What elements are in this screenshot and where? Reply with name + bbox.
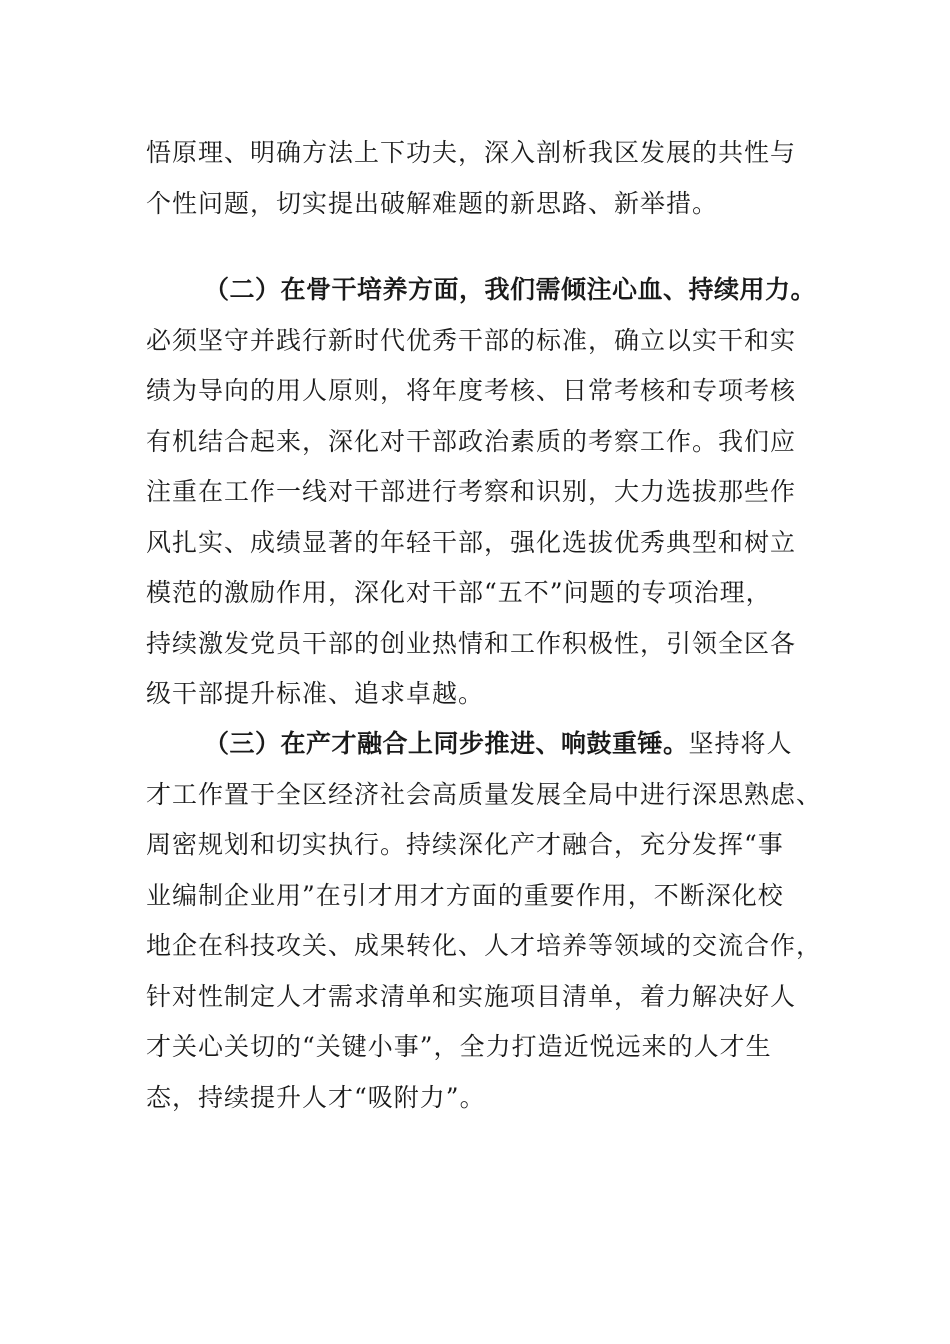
text-line: 绩为导向的用人原则，将年度考核、日常考核和专项考核 — [146, 376, 797, 405]
text-line: 态，持续提升人才“吸附力”。 — [146, 1082, 486, 1112]
text-line: 风扎实、成绩显著的年轻干部，强化选拔优秀典型和树立 — [146, 527, 797, 557]
section-heading: （二）在骨干培养方面，我们需倾注心血、持续用力。 — [204, 275, 817, 304]
section-heading: （三）在产才融合上同步推进、响鼓重锤。 — [204, 729, 689, 758]
text-line: 针对性制定人才需求清单和实施项目清单，着力解决好人 — [146, 981, 797, 1011]
text-line: 持续激发党员干部的创业热情和工作积极性，引领全区各 — [146, 628, 797, 658]
text-line: 才工作置于全区经济社会高质量发展全局中进行深思熟虑、 — [146, 779, 823, 809]
text-line: 业编制企业用”在引才用才方面的重要作用，不断深化校 — [146, 880, 784, 910]
paragraph-cadre-training — [146, 265, 817, 720]
text-line: 级干部提升标准、追求卓越。 — [146, 679, 485, 708]
text-line: 悟原理、明确方法上下功夫，深入剖析我区发展的共性与 — [146, 138, 797, 167]
paragraph-industry-talent — [146, 719, 823, 1123]
text-line: 注重在工作一线对干部进行考察和识别，大力选拔那些作 — [146, 477, 797, 506]
text-line: 周密规划和切实执行。持续深化产才融合，充分发挥“事 — [146, 830, 784, 859]
text-line: 模范的激励作用，深化对干部“五不”问题的专项治理， — [146, 578, 772, 607]
text-line: 个性问题，切实提出破解难题的新思路、新举措。 — [146, 188, 719, 218]
paragraph-continuation — [146, 128, 806, 229]
section-heading-line — [146, 719, 806, 770]
text-line: 地企在科技攻关、成果转化、人才培养等领域的交流合作， — [146, 931, 823, 960]
text-line: 必须坚守并践行新时代优秀干部的标准，确立以实干和实 — [146, 325, 797, 355]
text-line: 才关心关切的“关键小事”，全力打造近悦远来的人才生 — [146, 1032, 772, 1061]
heading-tail-text: 坚持将人 — [688, 729, 793, 758]
text-line: 有机结合起来，深化对干部政治素质的考察工作。我们应 — [146, 426, 797, 456]
